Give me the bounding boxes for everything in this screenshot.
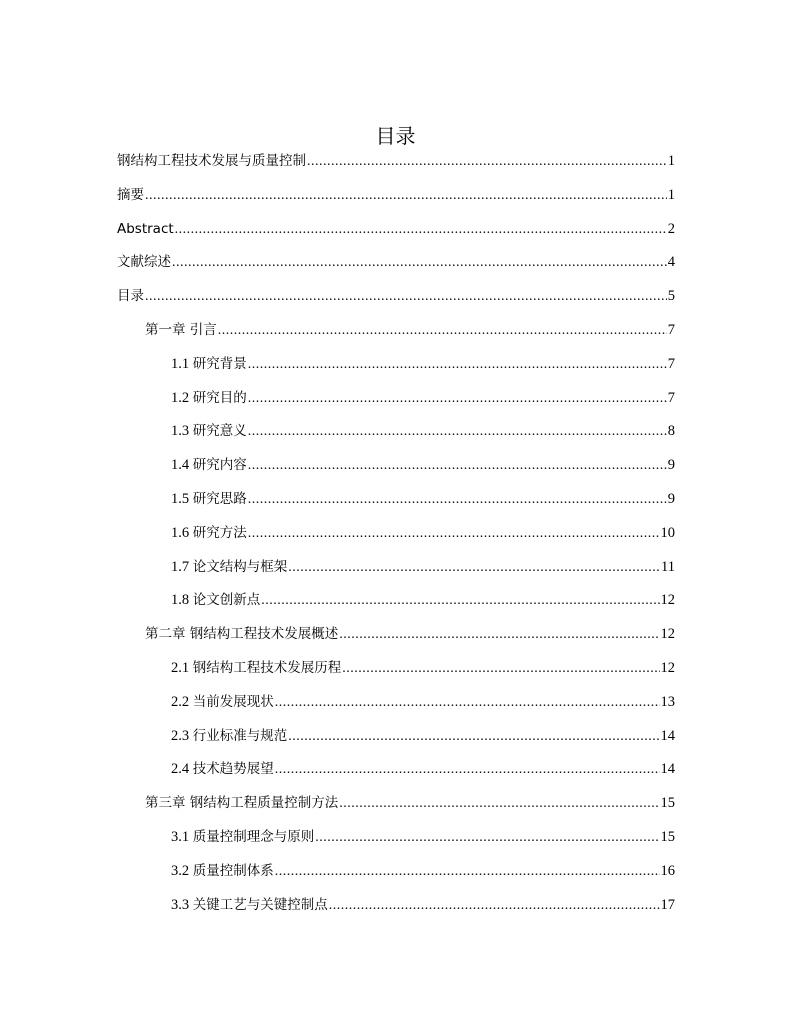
- toc-entry-label: 行业标准与规范: [192, 727, 288, 744]
- dot-leader: [329, 893, 660, 919]
- dot-leader: [288, 724, 659, 750]
- toc-entry-label: 当前发展现状: [192, 693, 274, 710]
- toc-entry-number: 3.2: [171, 862, 193, 879]
- toc-entry[interactable]: [117, 621, 675, 655]
- dot-leader: [339, 622, 659, 648]
- toc-entry[interactable]: [117, 554, 675, 588]
- toc-entry-title: [171, 486, 247, 512]
- toc-entry[interactable]: [117, 858, 675, 892]
- dot-leader: [248, 453, 667, 479]
- toc-entry[interactable]: [117, 723, 675, 757]
- toc-page-number: 10: [660, 524, 675, 541]
- table-of-contents: [117, 148, 675, 925]
- toc-entry[interactable]: [117, 351, 675, 385]
- toc-page-number: 17: [660, 896, 675, 913]
- toc-entry-title: [171, 520, 247, 546]
- toc-page-number: 12: [660, 659, 675, 676]
- toc-page-number: 15: [660, 828, 675, 845]
- toc-entry-label: 技术趋势展望: [192, 761, 274, 778]
- dot-leader: [248, 521, 660, 547]
- dot-leader: [145, 284, 667, 310]
- toc-entry-title: [171, 554, 287, 580]
- toc-entry-label: 研究内容: [192, 457, 247, 474]
- dot-leader: [248, 487, 667, 513]
- toc-entry-title: [117, 249, 171, 275]
- toc-entry-title: [117, 216, 174, 242]
- toc-entry-label: 第三章 钢结构工程质量控制方法: [145, 795, 339, 812]
- toc-entry-label: 文献综述: [117, 254, 171, 271]
- toc-entry-label: 研究思路: [192, 490, 247, 507]
- toc-entry[interactable]: [117, 418, 675, 452]
- toc-entry-label: Abstract: [117, 220, 174, 237]
- toc-entry-title: [171, 858, 274, 884]
- toc-page-number: 12: [660, 626, 675, 643]
- dot-leader: [175, 217, 667, 243]
- toc-entry[interactable]: [117, 689, 675, 723]
- toc-entry[interactable]: [117, 756, 675, 790]
- toc-page-number: 4: [667, 254, 675, 271]
- toc-entry[interactable]: [117, 824, 675, 858]
- toc-entry-label: 第一章 引言: [145, 321, 217, 338]
- toc-page-number: 1: [667, 186, 675, 203]
- dot-leader: [275, 757, 660, 783]
- toc-entry[interactable]: [117, 216, 675, 250]
- toc-entry-title: [171, 452, 247, 478]
- toc-entry-title: [145, 621, 338, 647]
- toc-entry[interactable]: [117, 486, 675, 520]
- toc-entry[interactable]: [117, 317, 675, 351]
- toc-entry-label: 研究目的: [192, 389, 247, 406]
- toc-page-number: 7: [667, 389, 675, 406]
- dot-leader: [248, 419, 667, 445]
- toc-page-number: 1: [667, 153, 675, 169]
- toc-entry[interactable]: [117, 790, 675, 824]
- dot-leader: [307, 149, 667, 175]
- dot-leader: [288, 555, 660, 581]
- toc-entry-number: 3.3: [171, 896, 193, 913]
- toc-entry[interactable]: [117, 452, 675, 486]
- dot-leader: [218, 318, 667, 344]
- toc-entry-title: [171, 756, 274, 782]
- toc-page-number: 9: [667, 490, 675, 507]
- toc-entry[interactable]: [117, 385, 675, 419]
- toc-entry-number: 1.6: [171, 524, 193, 541]
- toc-entry-label: 质量控制理念与原则: [192, 828, 315, 845]
- toc-entry-title: [171, 351, 247, 377]
- toc-entry-title: [117, 283, 144, 309]
- toc-entry-label: 论文结构与框架: [192, 558, 288, 575]
- toc-entry-title: [171, 689, 274, 715]
- toc-entry-label: 论文创新点: [192, 592, 261, 609]
- toc-entry[interactable]: [117, 892, 675, 926]
- toc-entry[interactable]: [117, 655, 675, 689]
- toc-page-number: 16: [660, 862, 675, 879]
- dot-leader: [342, 656, 659, 682]
- toc-page-number: 13: [660, 693, 675, 710]
- dot-leader: [248, 352, 667, 378]
- toc-entry-number: 1.3: [171, 423, 193, 440]
- toc-entry[interactable]: [117, 587, 675, 621]
- toc-entry[interactable]: [117, 249, 675, 283]
- toc-entry-label: 钢结构工程技术发展历程: [192, 659, 342, 676]
- toc-entry-title: [171, 892, 328, 918]
- toc-entry-title: [171, 655, 341, 681]
- dot-leader: [275, 690, 660, 716]
- toc-entry-title: [171, 587, 260, 613]
- toc-entry-number: 2.4: [171, 761, 193, 778]
- dot-leader: [261, 588, 659, 614]
- toc-entry-number: 2.2: [171, 693, 193, 710]
- toc-entry-number: 2.3: [171, 727, 193, 744]
- toc-entry-title: [171, 418, 247, 444]
- toc-entry-number: 1.4: [171, 457, 193, 474]
- dot-leader: [315, 825, 659, 851]
- toc-page-number: 2: [667, 220, 675, 237]
- toc-entry-label: 研究方法: [192, 524, 247, 541]
- toc-entry-label: 钢结构工程技术发展与质量控制: [117, 153, 306, 169]
- toc-entry-number: 1.7: [171, 558, 193, 575]
- toc-page-number: 7: [667, 321, 675, 338]
- toc-page-number: 12: [660, 592, 675, 609]
- toc-page-number: 8: [667, 423, 675, 440]
- dot-leader: [145, 183, 667, 209]
- toc-entry-label: 质量控制体系: [192, 862, 274, 879]
- toc-entry-label: 摘要: [117, 186, 144, 203]
- toc-title: 目录: [375, 124, 416, 148]
- toc-entry-number: 1.8: [171, 592, 193, 609]
- toc-page-number: 15: [660, 795, 675, 812]
- toc-entry-number: 1.1: [171, 355, 193, 372]
- toc-entry-label: 第二章 钢结构工程技术发展概述: [145, 626, 339, 643]
- toc-page-number: 5: [667, 288, 675, 305]
- toc-page-number: 14: [660, 761, 675, 778]
- toc-entry-label: 关键工艺与关键控制点: [192, 896, 328, 913]
- toc-page-number: 9: [667, 457, 675, 474]
- toc-entry[interactable]: [117, 520, 675, 554]
- toc-entry-title: [117, 182, 144, 208]
- toc-entry-number: 1.2: [171, 389, 193, 406]
- toc-entry-title: [171, 385, 247, 411]
- toc-entry-label: 研究意义: [192, 423, 247, 440]
- toc-page-number: 14: [660, 727, 675, 744]
- dot-leader: [339, 791, 659, 817]
- toc-entry-number: 1.5: [171, 490, 193, 507]
- toc-entry-title: [145, 790, 338, 816]
- toc-entry-label: 研究背景: [192, 355, 247, 372]
- dot-leader: [248, 386, 667, 412]
- toc-entry-number: 3.1: [171, 828, 193, 845]
- toc-entry-label: 目录: [117, 288, 144, 305]
- toc-entry[interactable]: [117, 283, 675, 317]
- toc-entry-title: [171, 824, 314, 850]
- toc-entry-title: [171, 723, 287, 749]
- toc-entry-title: [117, 148, 306, 174]
- toc-page-number: 7: [667, 355, 675, 372]
- toc-entry[interactable]: [117, 182, 675, 216]
- toc-page-number: 11: [661, 558, 675, 575]
- toc-entry-number: 2.1: [171, 659, 193, 676]
- toc-entry[interactable]: [117, 148, 675, 182]
- toc-entry-title: [145, 317, 217, 343]
- dot-leader: [172, 250, 667, 276]
- dot-leader: [275, 859, 660, 885]
